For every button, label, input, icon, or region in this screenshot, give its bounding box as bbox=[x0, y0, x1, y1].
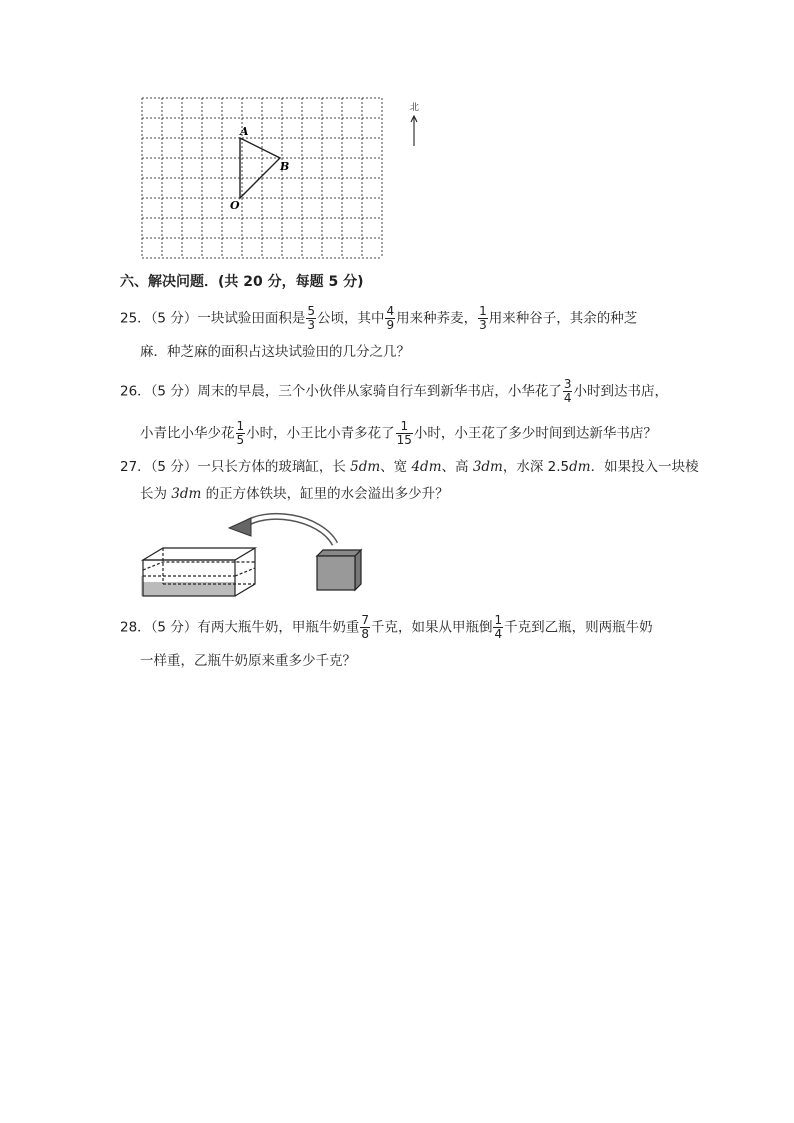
triangle-oab bbox=[240, 138, 280, 198]
question-27-line-2 bbox=[140, 485, 449, 503]
label-o: O bbox=[230, 199, 240, 212]
question-text: 公顷，其中 bbox=[316, 310, 385, 327]
question-text: 千克到乙瓶，则两瓶牛奶 bbox=[504, 619, 653, 636]
fraction: $\frac{4}{9}$ bbox=[386, 304, 395, 332]
question-text: 周末的早晨，三个小伙伴从家骑自行车到新华书店，小华花了 bbox=[197, 383, 562, 400]
question-score: （5 分） bbox=[150, 459, 198, 475]
measurement: 3dm bbox=[472, 459, 503, 475]
question-26-line-2 bbox=[140, 420, 657, 447]
measurement: 4dm bbox=[411, 459, 442, 475]
question-25-line-2: 麻．种芝麻的面积占这块试验田的几分之几？ bbox=[140, 344, 410, 360]
fraction: $\frac{7}{8}$ bbox=[361, 613, 369, 641]
question-text: 一块试验田面积是 bbox=[197, 310, 306, 327]
question-27-line-1 bbox=[120, 458, 699, 476]
fraction: $\frac{3}{4}$ bbox=[563, 377, 572, 405]
question-score: （5 分） bbox=[150, 310, 198, 327]
tank-cube-illustration bbox=[135, 512, 370, 602]
dotted-grid bbox=[142, 98, 382, 258]
question-text: 、高 bbox=[441, 459, 473, 475]
measurement: 5dm bbox=[350, 459, 381, 475]
grid-figure bbox=[140, 96, 384, 262]
question-28-line-1 bbox=[120, 614, 653, 641]
fraction: $\frac{1}{4}$ bbox=[494, 613, 503, 641]
question-text: 、宽 bbox=[380, 459, 412, 475]
label-a: A bbox=[240, 125, 249, 138]
north-label: 北 bbox=[410, 103, 420, 113]
question-text: 用来种谷子，其余的种芝 bbox=[488, 310, 638, 327]
question-text: 有两大瓶牛奶，甲瓶牛奶重 bbox=[197, 619, 360, 636]
question-text: 千克，如果从甲瓶倒 bbox=[370, 619, 493, 636]
question-text: 长为 bbox=[140, 486, 172, 502]
question-number: 26． bbox=[120, 383, 151, 400]
fraction: $\frac{1}{3}$ bbox=[479, 304, 487, 332]
iron-cube bbox=[317, 550, 361, 590]
question-text: 一只长方体的玻璃缸，长 bbox=[197, 459, 351, 475]
fraction: $\frac{1}{15}$ bbox=[396, 419, 412, 447]
label-b: B bbox=[280, 160, 290, 173]
question-text: 小青比小华少花 bbox=[140, 425, 235, 442]
question-score: （5 分） bbox=[150, 383, 198, 400]
question-text: 小时，小王花了多少时间到达新华书店？ bbox=[413, 425, 657, 442]
question-text: ．如果投入一块棱 bbox=[590, 459, 699, 475]
measurement: dm bbox=[569, 459, 591, 475]
question-text: 的正方体铁块，缸里的水会溢出多少升？ bbox=[201, 486, 449, 502]
question-text: ，水深 2.5 bbox=[502, 459, 570, 475]
question-25-line-1 bbox=[120, 305, 637, 332]
fraction: $\frac{1}{5}$ bbox=[236, 419, 245, 447]
question-number: 28． bbox=[120, 619, 151, 636]
question-text: 小时，小王比小青多花了 bbox=[246, 425, 395, 442]
question-28-line-2: 一样重，乙瓶牛奶原来重多少千克？ bbox=[140, 653, 356, 669]
question-number: 25． bbox=[120, 310, 151, 327]
question-26-line-1 bbox=[120, 378, 668, 405]
fraction: $\frac{5}{3}$ bbox=[307, 304, 315, 332]
question-number: 27． bbox=[120, 459, 151, 475]
question-score: （5 分） bbox=[150, 619, 198, 636]
question-text: 小时到达书店， bbox=[573, 383, 668, 400]
question-text: 用来种荞麦， bbox=[396, 310, 478, 327]
glass-tank bbox=[141, 548, 255, 596]
measurement: 3dm bbox=[171, 486, 202, 502]
section-heading: 六、解决问题．(共 20 分，每题 5 分) bbox=[120, 274, 364, 290]
